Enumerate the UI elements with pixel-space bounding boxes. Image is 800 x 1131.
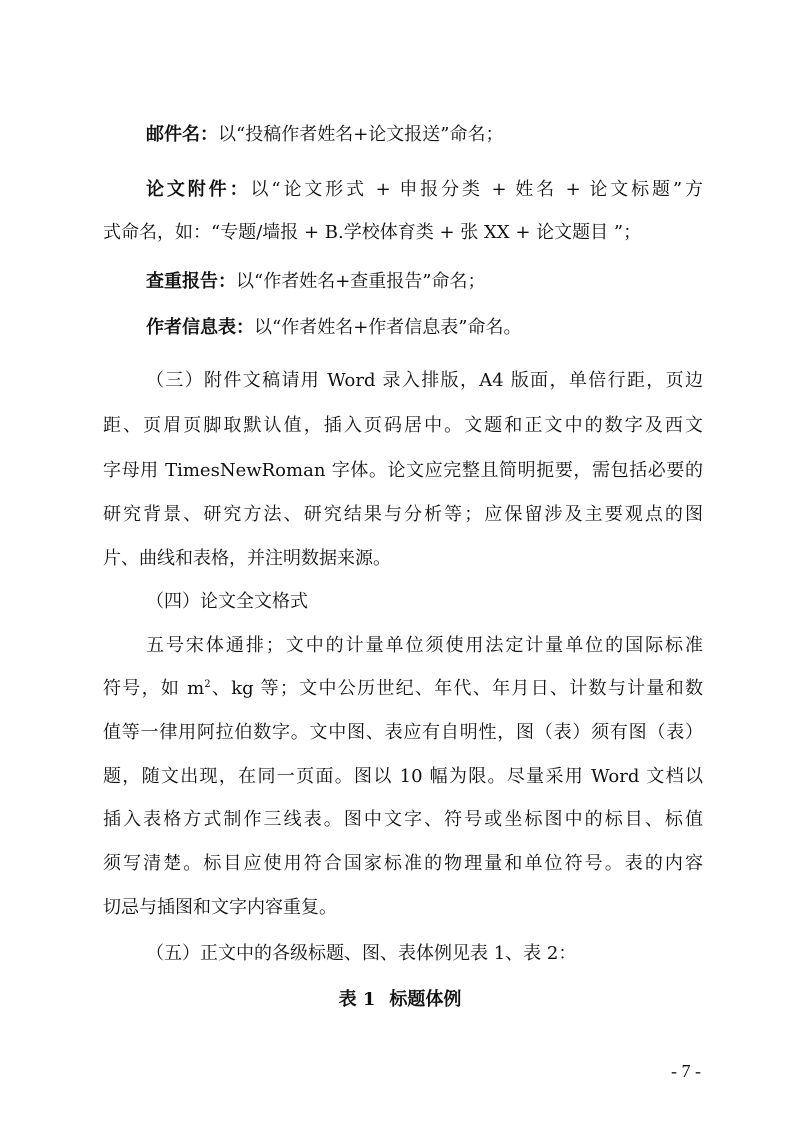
- email-naming-line: [146, 123, 703, 147]
- table-caption: [0, 988, 800, 1012]
- section3-line: 字母用 TimesNewRoman 字体。论文应完整且简明扼要，需包括必要的: [103, 460, 703, 481]
- section4-line: 插入表格方式制作三线表。图中文字、符号或坐标图中的标目、标值: [103, 809, 703, 830]
- section4-line: 切忌与插图和文字内容重复。: [103, 897, 337, 918]
- section3-line: 距、页眉页脚取默认值，插入页码居中。文题和正文中的数字及西文: [103, 415, 703, 436]
- attachment-naming-line-1: [146, 178, 703, 202]
- author-text: 以“作者姓名+作者信息表”命名。: [254, 317, 522, 338]
- section4-heading: （四）论文全文格式: [146, 591, 308, 612]
- table-title: 标题体例: [389, 989, 462, 1010]
- email-text: 以“投稿作者姓名+论文报送”命名；: [218, 124, 504, 145]
- page-number: - 7 -: [671, 1061, 701, 1081]
- section4-line2-start: 符号，如 m: [103, 678, 205, 699]
- author-label: 作者信息表：: [146, 317, 254, 338]
- report-text: 以“作者姓名+查重报告”命名；: [236, 271, 486, 292]
- report-label: 查重报告：: [146, 271, 236, 292]
- section4-line2-end: 、kg 等；文中公历世纪、年代、年月日、计数与计量和数: [210, 678, 704, 699]
- attachment-text-1: 以“论文形式 + 申报分类 + 姓名 + 论文标题”方: [250, 179, 703, 200]
- superscript-two: 2: [204, 679, 211, 690]
- section4-line: 值等一律用阿拉伯数字。文中图、表应有自明性，图（表）须有图（表）: [103, 722, 703, 743]
- section4-line: 题，随文出现，在同一页面。图以 10 幅为限。尽量采用 Word 文档以: [103, 766, 703, 787]
- section5-line: （五）正文中的各级标题、图、表体例见表 1、表 2：: [146, 943, 577, 964]
- email-label: 邮件名：: [146, 124, 218, 145]
- attachment-label: 论文附件：: [146, 179, 251, 200]
- section4-line: [103, 677, 703, 701]
- section4-line: 须写清楚。标目应使用符合国家标准的物理量和单位符号。表的内容: [103, 853, 703, 874]
- report-naming-line: [146, 270, 703, 294]
- section3-line: 研究背景、研究方法、研究结果与分析等；应保留涉及主要观点的图: [103, 504, 703, 525]
- author-naming-line: [146, 316, 703, 340]
- section3-line: 片、曲线和表格，并注明数据来源。: [103, 548, 391, 569]
- attachment-naming-line-2: 式命名，如：“专题/墙报 + B.学校体育类 + 张 XX + 论文题目 ”；: [103, 222, 642, 243]
- section4-line: 五号宋体通排；文中的计量单位须使用法定计量单位的国际标准: [146, 635, 703, 656]
- table-number: 表 1: [338, 989, 376, 1010]
- section3-line: （三）附件文稿请用 Word 录入排版，A4 版面，单倍行距，页边: [146, 370, 703, 391]
